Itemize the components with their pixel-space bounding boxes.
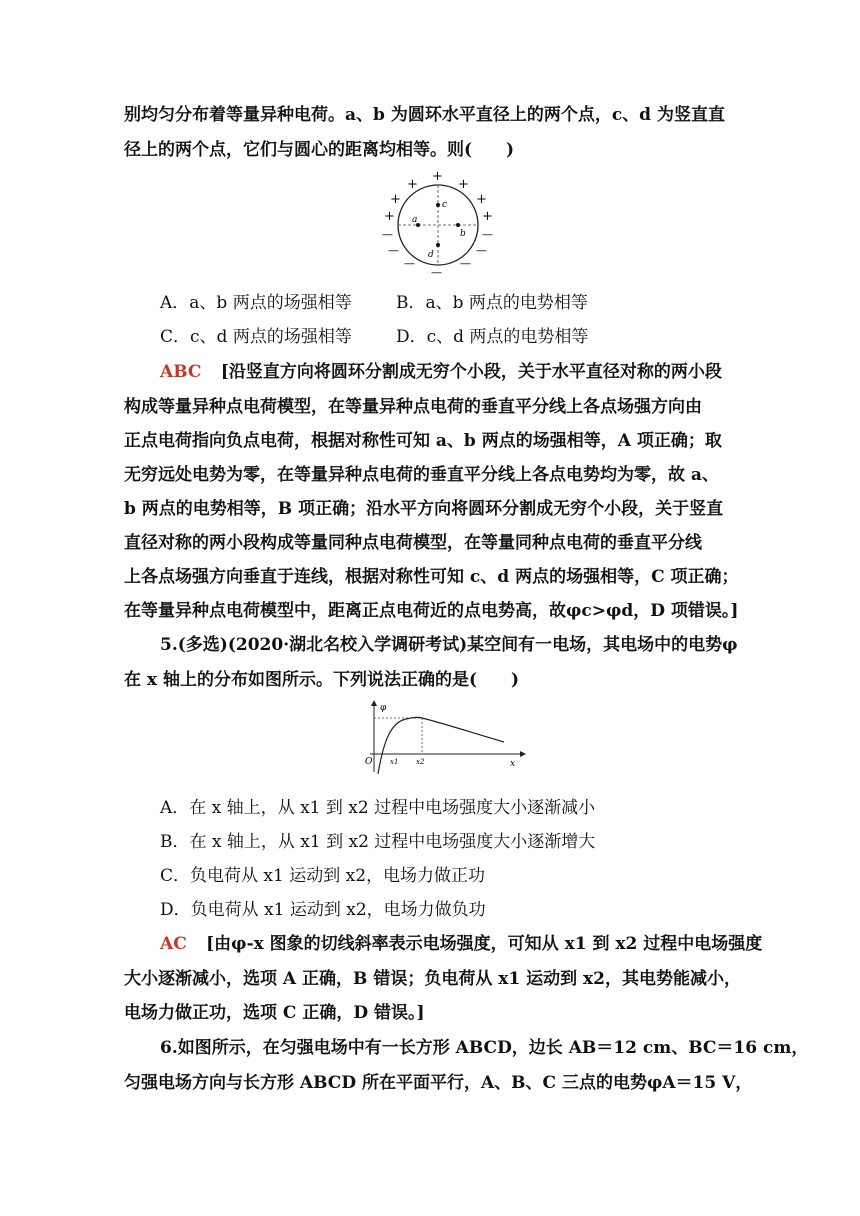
q5-explanation-line-3: 电场力做正功，选项 C 正确，D 错误。] [124, 1003, 425, 1023]
minus-sign: — [482, 228, 493, 241]
q5-explanation-text: [由φ-x 图象的切线斜率表示电场强度，可知从 x1 到 x2 过程中电场强度 [206, 934, 763, 954]
q5-option-d: D．负电荷从 x1 运动到 x2，电场力做负功 [160, 900, 486, 920]
x-label: x [510, 759, 516, 769]
q5-explanation-line-1 [160, 933, 762, 955]
minus-sign: — [404, 257, 415, 270]
q4-explanation-line-7: 上各点场强方向垂直于连线，根据对称性可知 c、d 两点的场强相等，C 项正确； [124, 567, 739, 587]
q4-intro-line-2: 径上的两个点，它们与圆心的距离均相等。则( ) [124, 140, 515, 160]
minus-sign: — [460, 257, 471, 270]
plus-sign: + [458, 177, 469, 192]
q4-explanation-line-6: 直径对称的两小段构成等量同种点电荷模型，在等量同种点电荷的垂直平分线 [124, 533, 702, 553]
q4-explanation-line-3: 正点电荷指向负点电荷，根据对称性可知 a、b 两点的场强相等，A 项正确；取 [124, 431, 722, 451]
label-b: b [460, 229, 466, 239]
label-c: c [442, 200, 448, 210]
q4-explanation-line-5: b 两点的电势相等，B 项正确；沿水平方向将圆环分割成无穷个小段，关于竖直 [124, 499, 724, 519]
q4-explanation-line-2: 构成等量异种点电荷模型，在等量异种点电荷的垂直平分线上各点场强方向由 [124, 397, 702, 417]
q5-option-c: C．负电荷从 x1 运动到 x2，电场力做正功 [160, 866, 486, 886]
q4-option-a: A．a、b 两点的场强相等 [160, 293, 352, 313]
minus-sign: — [388, 244, 399, 257]
q6-stem-line-2: 匀强电场方向与长方形 ABCD 所在平面平行，A、B、C 三点的电势φA＝15 V， [124, 1073, 753, 1093]
plus-sign: + [384, 209, 395, 224]
q5-option-b: B．在 x 轴上，从 x1 到 x2 过程中电场强度大小逐渐增大 [160, 832, 596, 852]
q4-option-c: C．c、d 两点的场强相等 [160, 327, 352, 347]
q4-option-b: B．a、b 两点的电势相等 [396, 293, 588, 313]
label-d: d [428, 250, 434, 260]
minus-sign: — [382, 228, 393, 241]
q5-stem-line-1: 5.(多选)(2020·湖北名校入学调研考试)某空间有一电场，其电场中的电势φ [160, 635, 738, 655]
x1-label: x1 [390, 758, 399, 766]
phi-axis-arrow [371, 700, 377, 706]
q4-explanation-line-1 [160, 361, 722, 383]
q4-explanation-text: [沿竖直方向将圆环分割成无穷个小段，关于水平直径对称的两小段 [220, 362, 722, 382]
q4-explanation-line-4: 无穷远处电势为零，在等量异种点电荷的垂直平分线上各点电势均为零，故 a、 [124, 465, 719, 485]
plus-sign: + [407, 177, 418, 192]
label-a: a [412, 215, 418, 225]
q5-answer: AC [160, 934, 187, 954]
minus-sign: — [431, 266, 442, 279]
charged-ring-figure [380, 170, 500, 280]
q5-stem-line-2: 在 x 轴上的分布如图所示。下列说法正确的是( ) [124, 670, 520, 690]
q4-option-d: D．c、d 两点的电势相等 [396, 327, 589, 347]
q4-explanation-line-8: 在等量异种点电荷模型中，距离正点电荷近的点电势高，故φc>φd，D 项错误。] [124, 601, 739, 621]
x-axis-arrow [520, 751, 526, 757]
plus-sign: + [476, 192, 487, 207]
point-c [436, 203, 440, 207]
q4-answer: ABC [160, 362, 202, 382]
origin-label: O [365, 757, 373, 767]
plus-sign: + [482, 209, 493, 224]
q5-option-a: A．在 x 轴上，从 x1 到 x2 过程中电场强度大小逐渐减小 [160, 798, 596, 818]
point-b [456, 223, 460, 227]
point-d [436, 243, 440, 247]
potential-graph [356, 698, 526, 774]
q6-stem-line-1: 6.如图所示，在匀强电场中有一长方形 ABCD，边长 AB＝12 cm、BC＝16 cm， [160, 1038, 809, 1058]
q4-intro-line-1: 别均匀分布着等量异种电荷。a、b 为圆环水平直径上的两个点，c、d 为竖直直 [124, 105, 725, 125]
plus-sign: + [432, 170, 443, 184]
q5-explanation-line-2: 大小逐渐减小，选项 A 正确，B 错误；负电荷从 x1 运动到 x2，其电势能减小， [124, 969, 741, 989]
minus-sign: — [476, 244, 487, 257]
phi-label: φ [380, 703, 387, 713]
x2-label: x2 [416, 758, 425, 766]
plus-sign: + [390, 192, 401, 207]
